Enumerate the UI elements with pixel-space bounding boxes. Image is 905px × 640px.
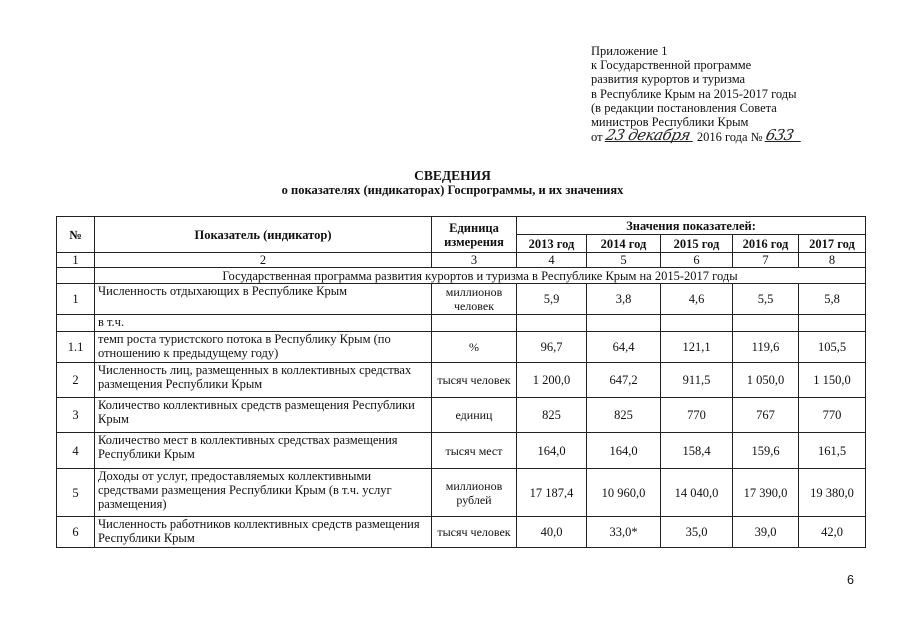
row-indicator: Численность работников коллективных средств размещения Республики Крым xyxy=(95,517,432,548)
column-number: 5 xyxy=(587,253,661,268)
row-value: 5,5 xyxy=(733,284,799,315)
indicators-table xyxy=(56,216,866,548)
section-title: Государственная программа развития курортов и туризма в Республике Крым на 2015-2017 годы xyxy=(95,268,866,284)
row-value: 40,0 xyxy=(517,517,587,548)
row-value xyxy=(799,315,866,332)
row-value: 825 xyxy=(517,398,587,433)
year-text: 2016 года № xyxy=(696,130,763,145)
row-unit: % xyxy=(432,332,517,363)
header-num: № xyxy=(57,217,95,253)
row-unit: тысяч человек xyxy=(432,363,517,398)
row-value xyxy=(587,315,661,332)
column-number: 6 xyxy=(661,253,733,268)
row-value xyxy=(661,315,733,332)
header-indicator: Показатель (индикатор) xyxy=(95,217,432,253)
document-title: СВЕДЕНИЯ xyxy=(414,168,491,183)
row-num: 3 xyxy=(57,398,95,433)
column-number: 1 xyxy=(57,253,95,268)
appendix-line: (в редакции постановления Совета xyxy=(591,100,777,115)
row-unit xyxy=(432,315,517,332)
row-value: 767 xyxy=(733,398,799,433)
row-value: 10 960,0 xyxy=(587,469,661,517)
row-num: 2 xyxy=(57,363,95,398)
row-value: 770 xyxy=(661,398,733,433)
column-number-row xyxy=(57,253,866,268)
table-row xyxy=(57,284,866,315)
document-subtitle: о показателях (индикаторах) Госпрограммы, и их значениях xyxy=(281,183,624,197)
header-year: 2016 год xyxy=(733,235,799,253)
row-indicator: в т.ч. xyxy=(95,315,432,332)
table-row xyxy=(57,433,866,469)
header-year: 2017 год xyxy=(799,235,866,253)
row-value: 96,7 xyxy=(517,332,587,363)
appendix-line: министров Республики Крым xyxy=(591,115,749,130)
table-row xyxy=(57,363,866,398)
row-value: 119,6 xyxy=(733,332,799,363)
row-value: 825 xyxy=(587,398,661,433)
appendix-line: развития курортов и туризма xyxy=(591,72,746,87)
row-value: 17 187,4 xyxy=(517,469,587,517)
row-value: 35,0 xyxy=(661,517,733,548)
row-num: 6 xyxy=(57,517,95,548)
row-value: 770 xyxy=(799,398,866,433)
row-value: 158,4 xyxy=(661,433,733,469)
row-value: 164,0 xyxy=(517,433,587,469)
row-indicator: Численность отдыхающих в Республике Крым xyxy=(95,284,432,315)
row-value: 19 380,0 xyxy=(799,469,866,517)
row-value: 64,4 xyxy=(587,332,661,363)
handwritten-date: 23 декабря xyxy=(604,129,695,142)
header-year: 2015 год xyxy=(661,235,733,253)
row-value xyxy=(733,315,799,332)
row-value: 1 050,0 xyxy=(733,363,799,398)
column-number: 2 xyxy=(95,253,432,268)
row-value xyxy=(517,315,587,332)
header-values-group: Значения показателей: xyxy=(517,217,866,235)
row-value: 39,0 xyxy=(733,517,799,548)
row-value: 14 040,0 xyxy=(661,469,733,517)
header-year: 2014 год xyxy=(587,235,661,253)
page-number: 6 xyxy=(847,573,854,587)
row-num: 1.1 xyxy=(57,332,95,363)
row-unit: миллионов человек xyxy=(432,284,517,315)
row-value: 121,1 xyxy=(661,332,733,363)
row-value: 5,9 xyxy=(517,284,587,315)
row-value: 911,5 xyxy=(661,363,733,398)
section-num-cell xyxy=(57,268,95,284)
row-indicator: Количество мест в коллективных средствах размещения Республики Крым xyxy=(95,433,432,469)
row-num: 1 xyxy=(57,284,95,315)
row-value: 1 200,0 xyxy=(517,363,587,398)
column-number: 3 xyxy=(432,253,517,268)
row-unit: единиц xyxy=(432,398,517,433)
row-value: 33,0* xyxy=(587,517,661,548)
row-num: 5 xyxy=(57,469,95,517)
from-label: от xyxy=(591,130,603,145)
row-indicator: темп роста туристского потока в Республику Крым (по отношению к предыдущему году) xyxy=(95,332,432,363)
column-number: 4 xyxy=(517,253,587,268)
column-number: 8 xyxy=(799,253,866,268)
row-num: 4 xyxy=(57,433,95,469)
table-row xyxy=(57,332,866,363)
row-num xyxy=(57,315,95,332)
section-row xyxy=(57,268,866,284)
row-unit: тысяч мест xyxy=(432,433,517,469)
header-unit: Единица измерения xyxy=(432,217,517,253)
row-indicator: Доходы от услуг, предоставляемых коллективными средствами размещения Республики Крым (в т.ч. услуг размещения) xyxy=(95,469,432,517)
appendix-date-line xyxy=(591,126,802,145)
row-value: 105,5 xyxy=(799,332,866,363)
table-row xyxy=(57,398,866,433)
table-row xyxy=(57,315,866,332)
header-row xyxy=(57,217,866,235)
row-value: 4,6 xyxy=(661,284,733,315)
row-value: 164,0 xyxy=(587,433,661,469)
appendix-line: к Государственной программе xyxy=(591,58,752,73)
row-value: 17 390,0 xyxy=(733,469,799,517)
handwritten-number: 633 xyxy=(764,129,803,142)
column-number: 7 xyxy=(733,253,799,268)
row-unit: миллионов рублей xyxy=(432,469,517,517)
appendix-block xyxy=(591,44,802,144)
row-value: 1 150,0 xyxy=(799,363,866,398)
row-value: 647,2 xyxy=(587,363,661,398)
appendix-line: в Республике Крым на 2015-2017 годы xyxy=(591,86,797,101)
appendix-line: Приложение 1 xyxy=(591,44,668,58)
row-value: 161,5 xyxy=(799,433,866,469)
table-row xyxy=(57,517,866,548)
header-year: 2013 год xyxy=(517,235,587,253)
row-value: 159,6 xyxy=(733,433,799,469)
row-indicator: Численность лиц, размещенных в коллективных средствах размещения Республики Крым xyxy=(95,363,432,398)
table-row xyxy=(57,469,866,517)
row-value: 42,0 xyxy=(799,517,866,548)
row-value: 3,8 xyxy=(587,284,661,315)
row-value: 5,8 xyxy=(799,284,866,315)
row-indicator: Количество коллективных средств размещения Республики Крым xyxy=(95,398,432,433)
row-unit: тысяч человек xyxy=(432,517,517,548)
